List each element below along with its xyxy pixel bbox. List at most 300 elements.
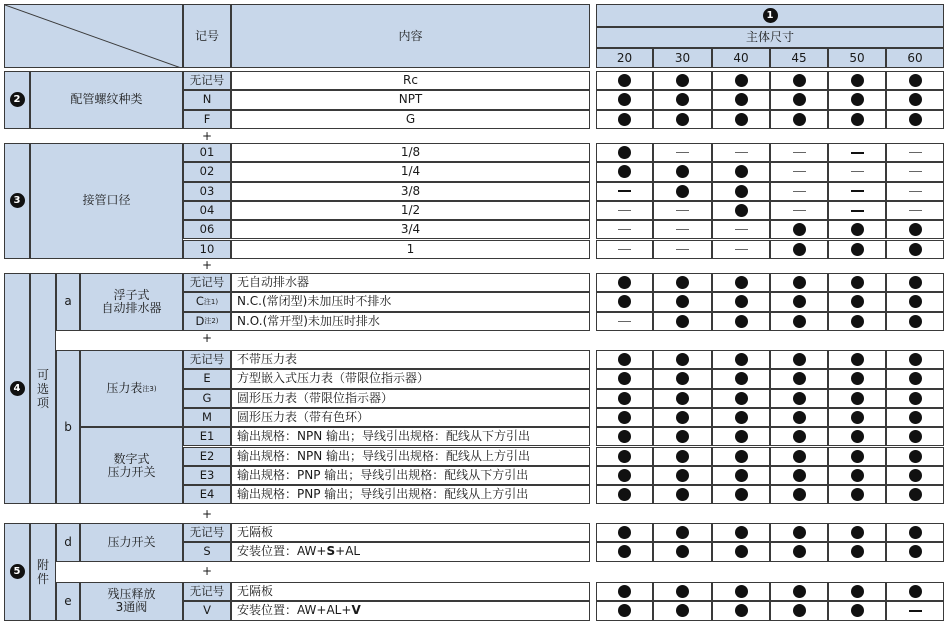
available-dot <box>618 295 631 308</box>
model-code <box>183 182 231 201</box>
diagonal-line <box>5 5 183 68</box>
row-04-mark-cell <box>596 201 653 220</box>
model-code-text: E3 <box>199 467 215 482</box>
available-dot <box>793 113 806 126</box>
model-code-text: M <box>202 410 212 425</box>
row-06-mark-cell <box>712 220 770 239</box>
available-dot <box>618 146 631 159</box>
digital-switch-line1: 数字式 <box>113 451 150 466</box>
model-code <box>183 601 231 620</box>
row-无记号-mark-cell <box>886 71 944 90</box>
row-01-mark-cell <box>653 143 712 162</box>
row-无记号-mark-cell <box>886 350 944 369</box>
row-10-mark-cell <box>828 240 886 259</box>
row-02-mark-cell <box>596 162 653 181</box>
section-2-title: 配管螺纹种类 <box>30 71 183 129</box>
row-N-mark-cell <box>828 90 886 109</box>
row-E-mark-cell <box>828 369 886 388</box>
gauge-name-text: 压力表 <box>106 381 143 396</box>
available-dot <box>735 295 748 308</box>
available-dot <box>735 315 748 328</box>
model-code <box>183 542 231 561</box>
gauge-name: 压力表 注3) <box>80 350 183 427</box>
row-E3-mark-cell <box>596 466 653 485</box>
available-dot <box>735 585 748 598</box>
row-03-mark-cell <box>712 182 770 201</box>
available-dot <box>676 488 689 501</box>
not-available-dash <box>793 210 806 211</box>
available-dot <box>735 430 748 443</box>
row-F-mark-cell <box>712 110 770 129</box>
size-column-30: 30 <box>653 48 712 68</box>
not-available-dash <box>909 210 922 211</box>
row-无记号-mark-cell <box>828 350 886 369</box>
row-无记号-mark-cell <box>828 273 886 292</box>
model-code-text: E2 <box>199 448 215 463</box>
row-无记号-mark-cell <box>886 523 944 542</box>
row-M-mark-cell <box>596 408 653 427</box>
row-10-mark-cell <box>712 240 770 259</box>
available-dot <box>618 353 631 366</box>
option-a-name <box>80 273 183 331</box>
available-dot <box>909 243 922 256</box>
model-code <box>183 110 231 129</box>
model-code <box>183 427 231 446</box>
model-code-text: D <box>195 313 205 328</box>
row-V-mark-cell <box>770 601 828 620</box>
available-dot <box>793 469 806 482</box>
row-06-mark-cell <box>886 220 944 239</box>
row-F-mark-cell <box>886 110 944 129</box>
row-01-mark-cell <box>828 143 886 162</box>
row-E2-mark-cell <box>886 447 944 466</box>
row-无记号-mark-cell <box>653 71 712 90</box>
model-code-text: 01 <box>199 145 215 160</box>
not-available-dash <box>735 249 748 250</box>
row-E4-mark-cell <box>886 485 944 504</box>
row-M-mark-cell <box>886 408 944 427</box>
available-dot <box>735 526 748 539</box>
available-dot <box>793 450 806 463</box>
content-description <box>231 90 590 109</box>
row-V-mark-cell <box>712 601 770 620</box>
model-code-text: 06 <box>199 222 215 237</box>
row-M-mark-cell <box>770 408 828 427</box>
row-G-mark-cell <box>770 389 828 408</box>
model-code: C 注1) <box>183 292 231 311</box>
section-number-badge: 5 <box>10 564 25 579</box>
option-e-name-line1: 残压释放 <box>107 587 156 602</box>
row-E-mark-cell <box>770 369 828 388</box>
row-D-mark-cell <box>653 312 712 331</box>
row-E2-mark-cell <box>596 447 653 466</box>
row-06-mark-cell <box>653 220 712 239</box>
content-text: 圆形压力表（带有色环） <box>237 410 370 425</box>
row-无记号-mark-cell <box>653 350 712 369</box>
row-E1-mark-cell <box>886 427 944 446</box>
content-description <box>231 220 590 239</box>
content-text: 输出规格：PNP 输出；导线引出规格：配线从上方引出 <box>237 487 529 502</box>
row-无记号-mark-cell <box>596 350 653 369</box>
available-dot <box>851 295 864 308</box>
available-dot <box>851 488 864 501</box>
model-code <box>183 466 231 485</box>
model-code <box>183 220 231 239</box>
section-5-number-cell <box>4 523 30 621</box>
available-dot <box>735 353 748 366</box>
model-code-text: N <box>202 92 212 107</box>
content-description <box>231 240 590 259</box>
row-C-mark-cell <box>653 292 712 311</box>
available-dot <box>735 372 748 385</box>
not-available-dash <box>851 152 864 154</box>
available-dot <box>618 93 631 106</box>
row-无记号-mark-cell <box>653 523 712 542</box>
row-E3-mark-cell <box>712 466 770 485</box>
available-dot <box>676 93 689 106</box>
not-available-dash <box>851 210 864 212</box>
available-dot <box>909 93 922 106</box>
available-dot <box>851 585 864 598</box>
row-E2-mark-cell <box>653 447 712 466</box>
row-无记号-mark-cell <box>712 523 770 542</box>
row-10-mark-cell <box>653 240 712 259</box>
available-dot <box>676 604 689 617</box>
size-column-60: 60 <box>886 48 944 68</box>
row-无记号-mark-cell <box>653 273 712 292</box>
available-dot <box>618 545 631 558</box>
not-available-dash <box>618 249 631 250</box>
available-dot <box>735 604 748 617</box>
available-dot <box>676 185 689 198</box>
row-04-mark-cell <box>828 201 886 220</box>
row-无记号-mark-cell <box>712 350 770 369</box>
content-description <box>231 447 590 466</box>
model-code <box>183 447 231 466</box>
not-available-dash <box>793 191 806 192</box>
section-3-number-cell <box>4 143 30 259</box>
available-dot <box>909 74 922 87</box>
content-description <box>231 182 590 201</box>
available-dot <box>851 450 864 463</box>
available-dot <box>618 604 631 617</box>
content-header: 内容 <box>231 4 590 68</box>
model-code <box>183 523 231 542</box>
content-description <box>231 466 590 485</box>
not-available-dash <box>735 152 748 153</box>
available-dot <box>618 392 631 405</box>
available-dot <box>793 526 806 539</box>
row-E4-mark-cell <box>712 485 770 504</box>
available-dot <box>735 411 748 424</box>
available-dot <box>909 353 922 366</box>
available-dot <box>851 276 864 289</box>
available-dot <box>735 469 748 482</box>
available-dot <box>851 372 864 385</box>
row-06-mark-cell <box>828 220 886 239</box>
content-text: 1/8 <box>400 145 421 160</box>
available-dot <box>909 585 922 598</box>
row-E3-mark-cell <box>886 466 944 485</box>
available-dot <box>676 526 689 539</box>
row-无记号-mark-cell <box>596 71 653 90</box>
content-description <box>231 292 590 311</box>
section-4-number-cell <box>4 273 30 504</box>
model-code <box>183 485 231 504</box>
available-dot <box>618 488 631 501</box>
available-dot <box>851 315 864 328</box>
model-code-text: 03 <box>199 183 215 198</box>
content-text-post: +AL <box>335 544 361 559</box>
row-C-mark-cell <box>596 292 653 311</box>
available-dot <box>735 74 748 87</box>
model-code-text: 无记号 <box>189 352 225 367</box>
row-G-mark-cell <box>653 389 712 408</box>
row-C-mark-cell <box>886 292 944 311</box>
row-S-mark-cell <box>596 542 653 561</box>
row-无记号-mark-cell <box>770 523 828 542</box>
not-available-dash <box>851 190 864 192</box>
row-03-mark-cell <box>653 182 712 201</box>
row-无记号-mark-cell <box>770 350 828 369</box>
content-text: 不带压力表 <box>237 352 298 367</box>
size-column-50: 50 <box>828 48 886 68</box>
available-dot <box>676 450 689 463</box>
available-dot <box>851 74 864 87</box>
available-dot <box>618 585 631 598</box>
row-无记号-mark-cell <box>770 71 828 90</box>
section-1-header <box>596 4 944 27</box>
row-无记号-mark-cell <box>886 273 944 292</box>
size-column-40: 40 <box>712 48 770 68</box>
row-C-mark-cell <box>828 292 886 311</box>
row-10-mark-cell <box>886 240 944 259</box>
available-dot <box>793 585 806 598</box>
not-available-dash <box>618 229 631 230</box>
model-code <box>183 71 231 90</box>
available-dot <box>676 315 689 328</box>
model-code <box>183 240 231 259</box>
row-03-mark-cell <box>770 182 828 201</box>
content-text: N.C.(常闭型)未加压时不排水 <box>237 294 392 309</box>
row-F-mark-cell <box>828 110 886 129</box>
row-E1-mark-cell <box>653 427 712 446</box>
row-S-mark-cell <box>770 542 828 561</box>
row-无记号-mark-cell <box>828 71 886 90</box>
content-description <box>231 427 590 446</box>
available-dot <box>851 223 864 236</box>
available-dot <box>618 450 631 463</box>
content-text: 圆形压力表（带限位指示器） <box>237 390 394 405</box>
row-03-mark-cell <box>596 182 653 201</box>
row-01-mark-cell <box>596 143 653 162</box>
model-code <box>183 350 231 369</box>
content-description <box>231 389 590 408</box>
row-01-mark-cell <box>886 143 944 162</box>
available-dot <box>909 276 922 289</box>
available-dot <box>793 430 806 443</box>
model-code-text: V <box>203 603 211 618</box>
plus-sign: + <box>201 507 213 521</box>
available-dot <box>851 604 864 617</box>
available-dot <box>909 545 922 558</box>
row-06-mark-cell <box>770 220 828 239</box>
model-code-text: F <box>203 111 211 126</box>
row-E4-mark-cell <box>653 485 712 504</box>
content-description <box>231 582 590 601</box>
content-text: NPT <box>398 92 423 107</box>
row-E3-mark-cell <box>653 466 712 485</box>
row-02-mark-cell <box>653 162 712 181</box>
row-N-mark-cell <box>712 90 770 109</box>
row-V-mark-cell <box>596 601 653 620</box>
row-S-mark-cell <box>653 542 712 561</box>
content-text: 3/4 <box>400 222 421 237</box>
not-available-dash <box>676 229 689 230</box>
available-dot <box>618 113 631 126</box>
model-code-text: 无记号 <box>189 73 225 88</box>
row-无记号-mark-cell <box>596 273 653 292</box>
not-available-dash <box>793 171 806 172</box>
model-code-text: 无记号 <box>189 525 225 540</box>
size-column-20: 20 <box>596 48 653 68</box>
available-dot <box>735 165 748 178</box>
available-dot <box>676 585 689 598</box>
available-dot <box>793 545 806 558</box>
row-C-mark-cell <box>770 292 828 311</box>
row-02-mark-cell <box>712 162 770 181</box>
row-E1-mark-cell <box>770 427 828 446</box>
content-text: 输出规格：NPN 输出；导线引出规格：配线从上方引出 <box>237 448 531 463</box>
model-code-text: E1 <box>199 429 215 444</box>
row-无记号-mark-cell <box>596 582 653 601</box>
content-text: 1/4 <box>400 164 421 179</box>
row-F-mark-cell <box>653 110 712 129</box>
model-code-text: 无记号 <box>189 275 225 290</box>
not-available-dash <box>851 171 864 172</box>
row-E-mark-cell <box>653 369 712 388</box>
row-S-mark-cell <box>828 542 886 561</box>
model-code-text: C <box>195 294 204 309</box>
option-a-letter: a <box>56 273 80 331</box>
content-description <box>231 162 590 181</box>
available-dot <box>735 392 748 405</box>
section-4-title <box>30 273 56 504</box>
row-10-mark-cell <box>596 240 653 259</box>
row-V-mark-cell <box>828 601 886 620</box>
available-dot <box>618 372 631 385</box>
available-dot <box>676 545 689 558</box>
content-description <box>231 523 590 542</box>
section-number-badge: 2 <box>10 92 25 107</box>
available-dot <box>618 165 631 178</box>
plus-sign: + <box>201 129 213 143</box>
available-dot <box>793 243 806 256</box>
option-b-letter: b <box>56 350 80 504</box>
model-code: D 注2) <box>183 312 231 331</box>
content-text: 3/8 <box>400 183 421 198</box>
row-V-mark-cell <box>653 601 712 620</box>
content-description <box>231 408 590 427</box>
available-dot <box>618 411 631 424</box>
row-E4-mark-cell <box>828 485 886 504</box>
content-text: Rc <box>403 73 418 88</box>
available-dot <box>851 93 864 106</box>
content-text-pre: 安装位置：AW+AL+ <box>237 603 352 618</box>
section-5-title <box>30 523 56 621</box>
row-02-mark-cell <box>828 162 886 181</box>
available-dot <box>618 526 631 539</box>
option-e-letter: e <box>56 582 80 621</box>
available-dot <box>676 411 689 424</box>
available-dot <box>676 430 689 443</box>
available-dot <box>676 469 689 482</box>
available-dot <box>793 295 806 308</box>
available-dot <box>851 113 864 126</box>
plus-sign: + <box>201 564 213 578</box>
row-N-mark-cell <box>886 90 944 109</box>
model-code-text: 04 <box>199 203 215 218</box>
model-code-text: G <box>202 390 212 405</box>
available-dot <box>909 450 922 463</box>
available-dot <box>793 372 806 385</box>
available-dot <box>676 165 689 178</box>
row-M-mark-cell <box>712 408 770 427</box>
not-available-dash <box>618 190 631 192</box>
model-code <box>183 273 231 292</box>
row-01-mark-cell <box>712 143 770 162</box>
content-text: 无隔板 <box>237 584 274 599</box>
available-dot <box>851 526 864 539</box>
row-无记号-mark-cell <box>712 582 770 601</box>
available-dot <box>676 113 689 126</box>
row-01-mark-cell <box>770 143 828 162</box>
size-column-45: 45 <box>770 48 828 68</box>
plus-sign: + <box>201 331 213 345</box>
row-N-mark-cell <box>653 90 712 109</box>
row-G-mark-cell <box>596 389 653 408</box>
available-dot <box>793 276 806 289</box>
option-e-name-line2: 3通阀 <box>115 600 148 615</box>
row-F-mark-cell <box>770 110 828 129</box>
section-2-number-cell <box>4 71 30 129</box>
option-d-name: 压力开关 <box>80 523 183 562</box>
row-N-mark-cell <box>770 90 828 109</box>
content-description <box>231 143 590 162</box>
content-description <box>231 71 590 90</box>
section-number-badge: 1 <box>763 8 778 23</box>
available-dot <box>793 223 806 236</box>
available-dot <box>618 276 631 289</box>
row-E2-mark-cell <box>770 447 828 466</box>
row-E3-mark-cell <box>828 466 886 485</box>
content-text: G <box>405 111 416 126</box>
available-dot <box>735 204 748 217</box>
row-无记号-mark-cell <box>828 523 886 542</box>
row-04-mark-cell <box>712 201 770 220</box>
content-text: 输出规格：PNP 输出；导线引出规格：配线从下方引出 <box>237 467 529 482</box>
row-E1-mark-cell <box>712 427 770 446</box>
available-dot <box>676 392 689 405</box>
content-description <box>231 350 590 369</box>
available-dot <box>676 353 689 366</box>
row-V-mark-cell <box>886 601 944 620</box>
row-无记号-mark-cell <box>828 582 886 601</box>
row-02-mark-cell <box>770 162 828 181</box>
row-无记号-mark-cell <box>770 582 828 601</box>
row-E-mark-cell <box>886 369 944 388</box>
not-available-dash <box>793 152 806 153</box>
